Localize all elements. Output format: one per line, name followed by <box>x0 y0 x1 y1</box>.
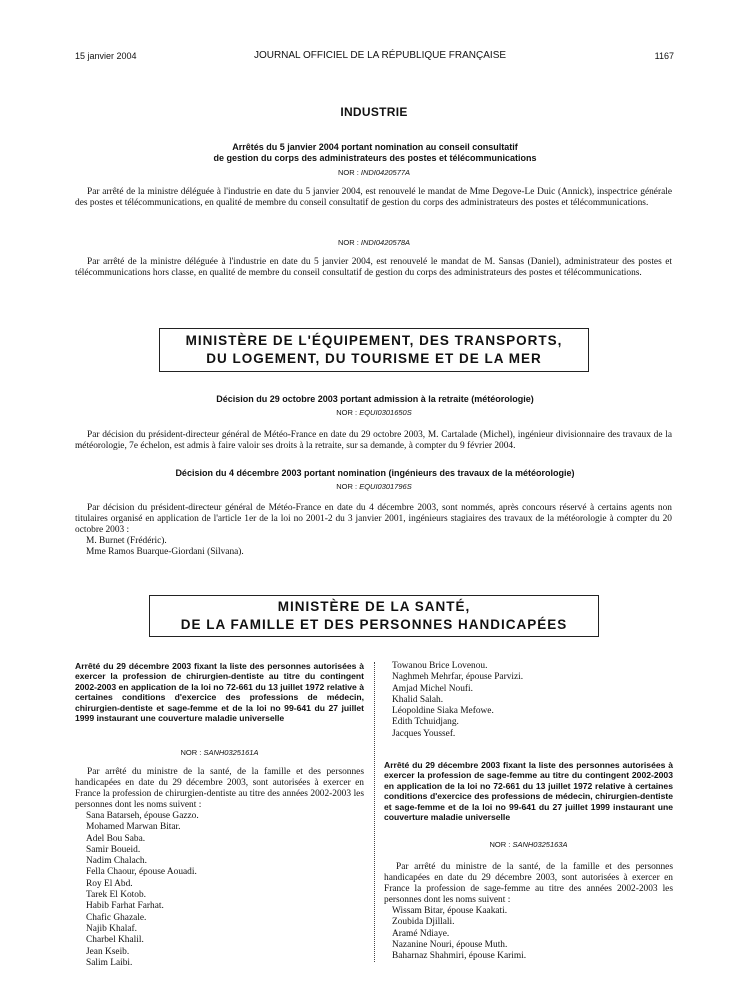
journal-title: JOURNAL OFFICIEL DE LA RÉPUBLIQUE FRANÇAISE <box>253 50 507 61</box>
industrie-title-line1: Arrêtés du 5 janvier 2004 portant nomination au conseil consultatif <box>232 142 518 152</box>
list-item: Sana Batarseh, épouse Gazzo. <box>86 811 199 821</box>
nor-label: NOR : <box>489 840 513 849</box>
ministere-equipement-line1: MINISTÈRE DE L'ÉQUIPEMENT, DES TRANSPORTS, <box>185 333 563 348</box>
list-item: Mme Ramos Buarque-Giordani (Silvana). <box>86 547 244 558</box>
nor-industrie-2 <box>0 238 748 247</box>
list-item: M. Burnet (Frédéric). <box>86 536 167 546</box>
nor-label: NOR : <box>180 748 204 757</box>
nor-sante-left <box>75 748 364 757</box>
nor-sante-right <box>384 840 673 849</box>
column-divider <box>374 662 375 962</box>
arrete-sage-femme-paragraph: Par arrêté du ministre de la santé, de la famille et des personnes handicapées en date du 29 décembre 2003, sont autorisées à exercer en France la profession de sage-femme au titre des années 2002-2003 les personnes dont les noms suivent : <box>384 862 673 905</box>
list-item: Edith Tchuidjang. <box>392 717 459 728</box>
list-item: Tarek El Kotob. <box>86 890 147 901</box>
list-item: Roy El Abd. <box>86 878 133 889</box>
header-date: 15 janvier 2004 <box>75 51 137 61</box>
list-item: Charbel Khalil. <box>86 935 144 946</box>
industrie-paragraph-2: Par arrêté de la ministre déléguée à l'industrie en date du 5 janvier 2004, est renouvelé le mandat de M. Sansas (Daniel), administrateur des postes et télécommunications hors classe, en qualité de membre du conseil consultatif de gestion du corps des administrateurs des postes et télécommunications. <box>75 257 672 278</box>
list-item: Naghmeh Mehrfar, épouse Parvizi. <box>392 672 524 683</box>
nor-label: NOR : <box>337 238 361 247</box>
list-item: Samir Boueid. <box>86 844 141 855</box>
list-item: Jean Kseib. <box>86 946 130 957</box>
list-item: Nadim Chalach. <box>86 856 147 867</box>
list-item: Adel Bou Saba. <box>86 833 146 844</box>
ministere-equipement-box <box>159 328 589 372</box>
nor-code: EQUI0301796S <box>359 482 412 491</box>
industrie-title-line2: de gestion du corps des administrateurs des postes et télécommunications <box>213 153 537 163</box>
ministere-sante-line2: DE LA FAMILLE ET DES PERSONNES HANDICAPÉES <box>180 617 568 632</box>
decision-nomination-title: Décision du 4 décembre 2003 portant nomination (ingénieurs des travaux de la météorologie) <box>175 468 575 478</box>
list-item: Nazanine Nouri, épouse Muth. <box>392 939 508 950</box>
list-item: Najib Khalaf. <box>86 923 138 934</box>
nor-equipement-1 <box>0 408 748 417</box>
decision-retraite-paragraph: Par décision du président-directeur général de Météo-France en date du 29 octobre 2003, M. Cartalade (Michel), ingénieur divisionnaire des travaux de la météorologie, 7e échelon, est admis à faire valoir ses droits à la retraite, sur sa demande, à compter du 9 février 2004. <box>75 430 672 451</box>
section-industrie-heading: INDUSTRIE <box>340 105 408 119</box>
nor-code: INDI0420577A <box>360 168 411 177</box>
decision-nomination-paragraph: Par décision du président-directeur général de Météo-France en date du 4 décembre 2003, sont nommés, après concours réservé à certains agents non titulaires organisé en application de l'article 1er de la loi no 2001-2 du 3 janvier 2001, ingénieurs stagiaires des travaux de la météorologie à compter du 20 octobre 2003 : <box>75 503 672 535</box>
ministere-equipement-line2: DU LOGEMENT, DU TOURISME ET DE LA MER <box>206 351 542 366</box>
decision-retraite-title: Décision du 29 octobre 2003 portant admission à la retraite (météorologie) <box>216 394 534 404</box>
nor-code: EQUI0301650S <box>359 408 412 417</box>
nor-code: SANH0325161A <box>203 748 259 757</box>
chirurgien-names-continued <box>392 661 523 740</box>
nor-code: SANH0325163A <box>512 840 568 849</box>
list-item: Baharnaz Shahmiri, épouse Karimi. <box>392 951 527 962</box>
list-item: Zoubida Djillali. <box>392 917 455 928</box>
ministere-sante-box <box>149 595 599 637</box>
list-item: Mohamed Marwan Bitar. <box>86 822 181 833</box>
page-number: 1167 <box>654 51 674 61</box>
industrie-title <box>60 142 690 164</box>
list-item: Salim Laibi. <box>86 957 133 968</box>
nor-label: NOR : <box>337 168 361 177</box>
list-item: Amjad Michel Noufi. <box>392 683 473 694</box>
list-item: Aramé Ndiaye. <box>392 928 450 939</box>
sage-femme-names-list <box>392 906 526 962</box>
list-item: Wissam Bitar, épouse Kaakati. <box>392 906 508 916</box>
list-item: Jacques Youssef. <box>392 728 456 739</box>
ministere-sante-line1: MINISTÈRE DE LA SANTÉ, <box>277 599 471 614</box>
list-item: Léopoldine Siaka Mefowe. <box>392 706 494 717</box>
nor-label: NOR : <box>336 482 360 491</box>
arrete-sage-femme-title: Arrêté du 29 décembre 2003 fixant la liste des personnes autorisées à exercer la profession de sage-femme au titre du contingent 2002-2003 en application de la loi no 72-661 du 13 juillet 1972 relative à certaines conditions d'exercice des professions de médecin, chirurgien-dentiste et sage-femme et de la loi no 99-641 du 27 juillet 1999 instaurant une couverture maladie universelle <box>384 760 673 823</box>
decision-nomination-names <box>86 536 244 559</box>
list-item: Towanou Brice Lovenou. <box>392 661 488 671</box>
industrie-paragraph-1: Par arrêté de la ministre déléguée à l'industrie en date du 5 janvier 2004, est renouvelé le mandat de Mme Degove-Le Duic (Annick), inspectrice générale des postes et télécommunications, en qualité de membre du conseil consultatif de gestion du corps des administrateurs des postes et télécommunications. <box>75 187 672 208</box>
nor-equipement-2 <box>0 482 748 491</box>
chirurgien-names-list <box>86 811 199 969</box>
arrete-chirurgien-paragraph: Par arrêté du ministre de la santé, de la famille et des personnes handicapées en date du 29 décembre 2003, sont autorisées à exercer en France la profession de chirurgien-dentiste au titre des années 2002-2003 les personnes dont les noms suivent : <box>75 767 364 810</box>
arrete-chirurgien-title: Arrêté du 29 décembre 2003 fixant la liste des personnes autorisées à exercer la profession de chirurgien-dentiste au titre du contingent 2002-2003 en application de la loi no 72-661 du 13 juillet 1972 relative à certaines conditions d'exercice des professions de médecin, chirurgien-dentiste et sage-femme et de la loi no 99-641 du 27 juillet 1999 instaurant une couverture maladie universelle <box>75 661 364 724</box>
nor-code: INDI0420578A <box>360 238 411 247</box>
list-item: Habib Farhat Farhat. <box>86 901 164 912</box>
list-item: Khalid Salah. <box>392 694 444 705</box>
nor-industrie-1 <box>0 168 748 177</box>
list-item: Chafic Ghazale. <box>86 912 147 923</box>
list-item: Fella Chaour, épouse Aouadi. <box>86 867 197 878</box>
nor-label: NOR : <box>336 408 360 417</box>
